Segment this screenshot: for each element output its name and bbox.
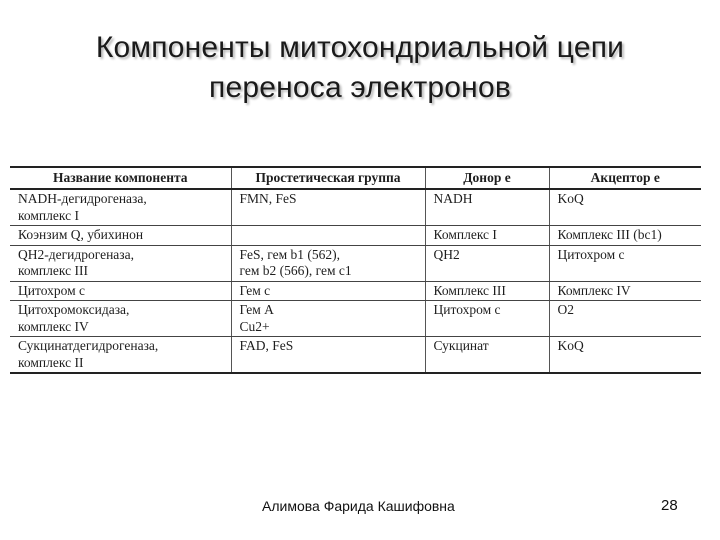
slide-title-line-1: Компоненты митохондриальной цепи xyxy=(95,31,625,64)
cell-line: Cu2+ xyxy=(239,318,270,334)
table-row xyxy=(10,337,701,374)
cell-line: комплекс III xyxy=(18,263,88,278)
header-component-name: Название компонента xyxy=(10,167,231,189)
table-row xyxy=(10,301,701,337)
table-row xyxy=(10,226,701,246)
cell-line: Гем А xyxy=(239,302,274,317)
table-row xyxy=(10,281,701,301)
cell-component-name xyxy=(10,245,231,281)
cell-donor xyxy=(425,281,549,301)
slide-title xyxy=(0,28,720,108)
cell-acceptor xyxy=(549,245,701,281)
cell-prosthetic-group xyxy=(231,337,425,374)
cell-line: Коэнзим Q, убихинон xyxy=(18,227,144,242)
cell-line: Комплекс III xyxy=(433,282,506,298)
cell-line: комплекс I xyxy=(18,207,79,223)
cell-line: QH2 xyxy=(433,246,460,262)
cell-acceptor xyxy=(549,281,701,301)
cell-line: FAD, FeS xyxy=(239,338,294,353)
cell-donor xyxy=(425,301,549,337)
cell-line: Сукцинат xyxy=(433,338,489,353)
header-electron-acceptor: Акцептор е xyxy=(590,170,660,185)
cell-line: NADH xyxy=(433,191,473,206)
cell-line: Цитохром с xyxy=(433,302,501,317)
cell-prosthetic-group xyxy=(231,245,425,281)
cell-component-name xyxy=(10,189,231,226)
cell-line: Комплекс III (bc1) xyxy=(557,227,662,242)
cell-prosthetic-group xyxy=(231,281,425,301)
cell-acceptor xyxy=(549,337,701,374)
cell-line: комплекс IV xyxy=(18,318,89,334)
components-table-container xyxy=(10,166,701,374)
page-number: 28 xyxy=(661,497,678,514)
slide-title-line-2: переноса электронов xyxy=(209,71,511,104)
table-row xyxy=(10,245,701,281)
cell-component-name xyxy=(10,226,231,246)
cell-acceptor xyxy=(549,189,701,226)
cell-donor xyxy=(425,226,549,246)
cell-donor xyxy=(425,245,549,281)
cell-line: Цитохром с xyxy=(18,282,86,298)
cell-line: FMN, FeS xyxy=(239,191,297,206)
cell-line: O2 xyxy=(557,302,574,317)
cell-prosthetic-group xyxy=(231,189,425,226)
cell-line: KoQ xyxy=(557,338,584,353)
cell-line: Комплекс IV xyxy=(557,282,631,298)
cell-component-name xyxy=(10,301,231,337)
header-electron-donor: Донор е xyxy=(425,167,549,189)
cell-donor xyxy=(425,189,549,226)
cell-line: Цитохром с xyxy=(557,246,625,262)
author-name: Алимова Фарида Кашифовна xyxy=(262,498,455,514)
cell-line: комплекс II xyxy=(18,354,84,370)
cell-acceptor xyxy=(549,301,701,337)
cell-line: Цитохромоксидаза, xyxy=(18,302,130,317)
cell-line: KoQ xyxy=(557,191,584,206)
cell-component-name xyxy=(10,281,231,301)
cell-line: NADH-дегидрогеназа, xyxy=(18,191,147,206)
cell-acceptor xyxy=(549,226,701,246)
cell-component-name xyxy=(10,337,231,374)
cell-line: гем b2 (566), гем c1 xyxy=(239,263,352,278)
table-row xyxy=(10,189,701,226)
components-table xyxy=(10,166,701,374)
cell-line: FeS, гем b1 (562), xyxy=(239,246,341,262)
cell-donor xyxy=(425,337,549,374)
cell-line: Гем с xyxy=(239,282,271,298)
cell-line: Комплекс I xyxy=(433,227,497,242)
cell-line: QH2-дегидрогеназа, xyxy=(18,246,135,262)
cell-prosthetic-group xyxy=(231,226,425,246)
table-header-row xyxy=(10,167,701,189)
header-prosthetic-group: Простетическая группа xyxy=(231,167,425,189)
cell-prosthetic-group xyxy=(231,301,425,337)
cell-line: Сукцинатдегидрогеназа, xyxy=(18,338,159,353)
